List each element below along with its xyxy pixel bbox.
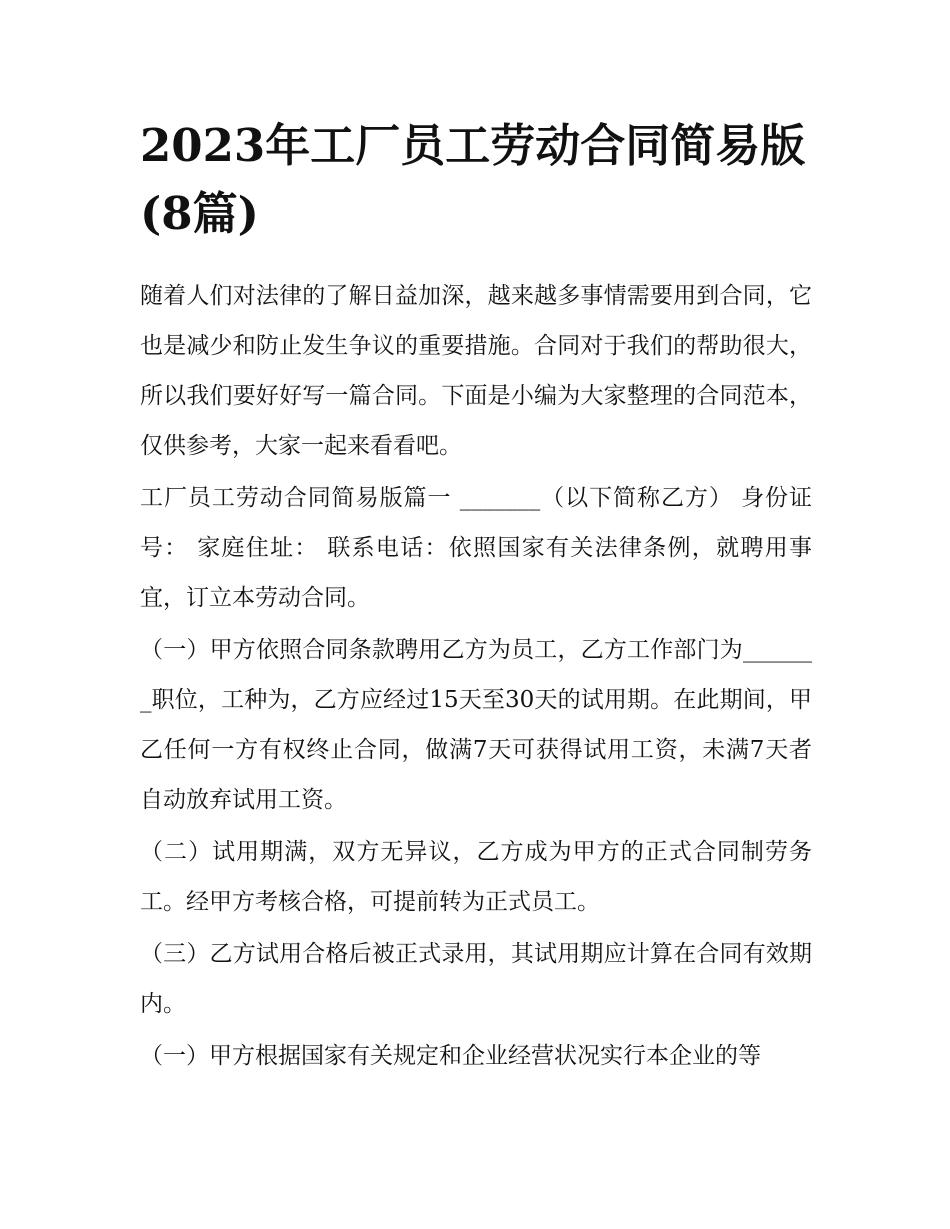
document-page bbox=[140, 112, 812, 1081]
intro-paragraph: 随着人们对法律的了解日益加深，越来越多事情需要用到合同，它也是减少和防止发生争议的重要措施。合同对于我们的帮助很大，所以我们要好好写一篇合同。下面是小编为大家整理的合同范本，仅供参考，大家一起来看看吧。 bbox=[140, 283, 812, 459]
clause-paragraph: （一）甲方根据国家有关规定和企业经营状况实行本企业的等 bbox=[140, 1043, 761, 1069]
clause-paragraph: （三）乙方试用合格后被正式录用，其试用期应计算在合同有效期内。 bbox=[140, 941, 812, 1017]
document-title: 2023年工厂员工劳动合同简易版(8篇) bbox=[140, 119, 806, 240]
contract-opening-paragraph: 工厂员工劳动合同简易版篇一 _______（以下简称乙方） 身份证号： 家庭住址： 联系电话：依照国家有关法律条例，就聘用事宜，订立本劳动合同。 bbox=[140, 485, 812, 611]
clause-paragraph: （二）试用期满，双方无异议，乙方成为甲方的正式合同制劳务工。经甲方考核合格，可提前转为正式员工。 bbox=[140, 839, 812, 915]
clause-paragraph: （一）甲方依照合同条款聘用乙方为员工，乙方工作部门为_______职位，工种为，乙方应经过15天至30天的试用期。在此期间，甲乙任何一方有权终止合同，做满7天可获得试用工资，未满7天者自动放弃试用工资。 bbox=[140, 637, 812, 813]
